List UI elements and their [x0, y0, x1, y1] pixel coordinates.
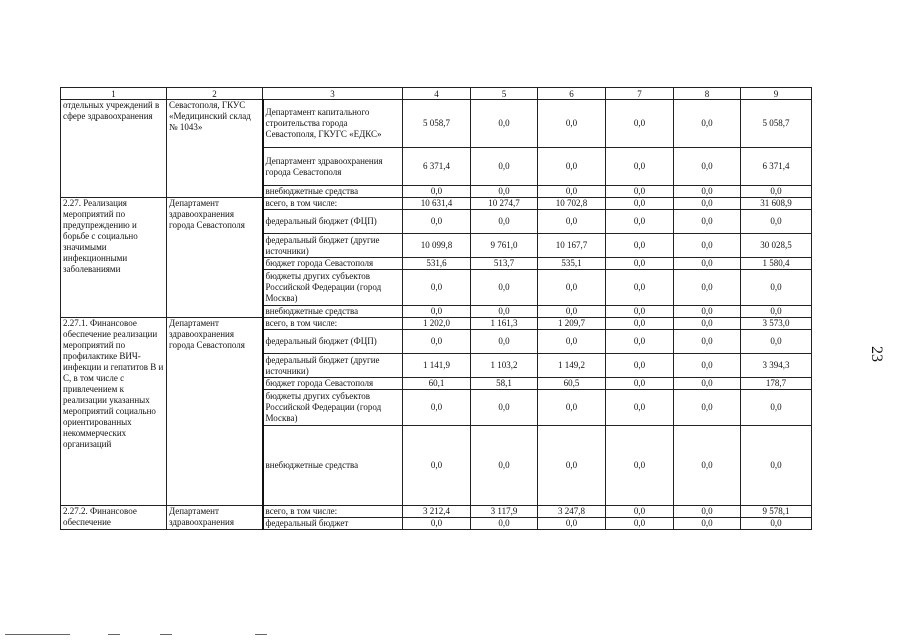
column-header: 2 — [167, 88, 263, 100]
amount-cell: 178,7 — [741, 378, 812, 390]
amount-cell: 60,5 — [538, 378, 606, 390]
amount-cell: 0,0 — [674, 378, 741, 390]
amount-cell: 6 371,4 — [741, 148, 812, 186]
amount-cell: 0,0 — [606, 378, 674, 390]
amount-cell: 0,0 — [674, 354, 741, 378]
table-row — [61, 318, 812, 330]
amount-cell: 10 702,8 — [538, 198, 606, 210]
amount-cell: 0,0 — [674, 258, 741, 270]
amount-cell: 3 247,8 — [538, 506, 606, 518]
amount-cell: 0,0 — [606, 210, 674, 234]
amount-cell: 1 141,9 — [403, 354, 471, 378]
amount-cell: 10 099,8 — [403, 234, 471, 258]
amount-cell: 0,0 — [403, 518, 471, 530]
measure-name-cell: отдельных учреждений в сфере здравоохранения — [61, 100, 167, 198]
amount-cell: 5 058,7 — [403, 100, 471, 148]
amount-cell: 0,0 — [741, 210, 812, 234]
funding-source-cell: федеральный бюджет (ФЦП) — [263, 330, 403, 354]
amount-cell: 0,0 — [471, 186, 538, 198]
column-header: 8 — [674, 88, 741, 100]
amount-cell: 0,0 — [538, 210, 606, 234]
amount-cell: 0,0 — [538, 330, 606, 354]
funding-source-cell: всего, в том числе: — [263, 318, 403, 330]
funding-source-cell: бюджеты других субъектов Российской Федерации (город Москва) — [263, 270, 403, 306]
executor-cell: Департамент здравоохранения города Севастополя — [167, 318, 263, 506]
amount-cell: 513,7 — [471, 258, 538, 270]
measure-name-cell: 2.27. Реализация мероприятий по предупреждению и борьбе с социально значимыми инфекционными заболеваниями — [61, 198, 167, 318]
amount-cell: 0,0 — [606, 234, 674, 258]
amount-cell: 0,0 — [606, 354, 674, 378]
amount-cell: 0,0 — [471, 390, 538, 426]
table-row — [61, 198, 812, 210]
amount-cell: 0,0 — [741, 306, 812, 318]
executor-cell: Департамент здравоохранения — [167, 506, 263, 530]
amount-cell: 0,0 — [674, 318, 741, 330]
funding-source-cell: федеральный бюджет (другие источники) — [263, 234, 403, 258]
amount-cell: 0,0 — [606, 390, 674, 426]
amount-cell: 3 394,3 — [741, 354, 812, 378]
amount-cell: 0,0 — [403, 306, 471, 318]
amount-cell: 6 371,4 — [403, 148, 471, 186]
amount-cell: 0,0 — [403, 426, 471, 506]
amount-cell: 3 117,9 — [471, 506, 538, 518]
amount-cell: 10 274,7 — [471, 198, 538, 210]
funding-source-cell: федеральный бюджет (другие источники) — [263, 354, 403, 378]
amount-cell: 0,0 — [403, 390, 471, 426]
funding-source-cell: федеральный бюджет — [263, 518, 403, 530]
amount-cell: 0,0 — [538, 270, 606, 306]
amount-cell: 0,0 — [674, 100, 741, 148]
amount-cell: 1 103,2 — [471, 354, 538, 378]
amount-cell: 0,0 — [674, 306, 741, 318]
amount-cell: 0,0 — [674, 148, 741, 186]
amount-cell: 1 161,3 — [471, 318, 538, 330]
amount-cell: 0,0 — [606, 148, 674, 186]
amount-cell: 531,6 — [403, 258, 471, 270]
scan-artifact — [5, 634, 70, 635]
amount-cell: 0,0 — [471, 100, 538, 148]
amount-cell: 3 573,0 — [741, 318, 812, 330]
amount-cell: 0,0 — [403, 330, 471, 354]
amount-cell: 9 761,0 — [471, 234, 538, 258]
amount-cell: 1 209,7 — [538, 318, 606, 330]
funding-source-cell: бюджет города Севастополя — [263, 378, 403, 390]
amount-cell: 9 578,1 — [741, 506, 812, 518]
amount-cell: 0,0 — [741, 426, 812, 506]
funding-source-cell: Департамент здравоохранения города Севастополя — [263, 148, 403, 186]
amount-cell: 60,1 — [403, 378, 471, 390]
amount-cell: 0,0 — [741, 270, 812, 306]
funding-source-cell: внебюджетные средства — [263, 186, 403, 198]
amount-cell: 0,0 — [606, 318, 674, 330]
amount-cell: 0,0 — [538, 148, 606, 186]
amount-cell: 0,0 — [606, 330, 674, 354]
amount-cell: 0,0 — [674, 330, 741, 354]
amount-cell: 0,0 — [538, 518, 606, 530]
measure-name-cell: 2.27.1. Финансовое обеспечение реализации мероприятий по профилактике ВИЧ-инфекции и гепатитов В и С, в том числе с привлечением к реализации указанных мероприятий социально ориентированных некоммерческих организаций — [61, 318, 167, 506]
table-row — [61, 100, 812, 148]
funding-source-cell: внебюджетные средства — [263, 426, 403, 506]
amount-cell: 0,0 — [538, 306, 606, 318]
funding-source-cell: бюджеты других субъектов Российской Федерации (город Москва) — [263, 390, 403, 426]
amount-cell: 535,1 — [538, 258, 606, 270]
amount-cell: 3 212,4 — [403, 506, 471, 518]
amount-cell: 0,0 — [606, 426, 674, 506]
scan-artifact — [160, 634, 172, 635]
column-header: 6 — [538, 88, 606, 100]
amount-cell: 0,0 — [674, 198, 741, 210]
amount-cell: 0,0 — [606, 100, 674, 148]
amount-cell: 0,0 — [674, 210, 741, 234]
funding-source-cell: федеральный бюджет (ФЦП) — [263, 210, 403, 234]
column-header: 7 — [606, 88, 674, 100]
amount-cell: 0,0 — [606, 198, 674, 210]
amount-cell: 0,0 — [538, 100, 606, 148]
amount-cell: 0,0 — [606, 518, 674, 530]
amount-cell: 58,1 — [471, 378, 538, 390]
amount-cell: 0,0 — [606, 506, 674, 518]
column-header: 4 — [403, 88, 471, 100]
column-header: 9 — [741, 88, 812, 100]
amount-cell: 0,0 — [538, 186, 606, 198]
column-header: 3 — [263, 88, 403, 100]
funding-source-cell: бюджет города Севастополя — [263, 258, 403, 270]
amount-cell: 10 631,4 — [403, 198, 471, 210]
scan-artifact — [255, 634, 267, 635]
amount-cell: 0,0 — [471, 270, 538, 306]
amount-cell: 0,0 — [471, 426, 538, 506]
header-row — [61, 88, 812, 100]
amount-cell: 0,0 — [403, 186, 471, 198]
amount-cell: 1 149,2 — [538, 354, 606, 378]
amount-cell: 0,0 — [674, 426, 741, 506]
amount-cell: 30 028,5 — [741, 234, 812, 258]
executor-cell: Департамент здравоохранения города Севастополя — [167, 198, 263, 318]
amount-cell: 0,0 — [606, 258, 674, 270]
amount-cell: 0,0 — [674, 234, 741, 258]
table-row — [61, 506, 812, 518]
funding-source-cell: всего, в том числе: — [263, 198, 403, 210]
amount-cell: 0,0 — [606, 306, 674, 318]
funding-source-cell: всего, в том числе: — [263, 506, 403, 518]
amount-cell: 0,0 — [674, 518, 741, 530]
amount-cell: 0,0 — [403, 210, 471, 234]
amount-cell: 10 167,7 — [538, 234, 606, 258]
measure-name-cell: 2.27.2. Финансовое обеспечение — [61, 506, 167, 530]
amount-cell: 0,0 — [606, 186, 674, 198]
amount-cell: 1 580,4 — [741, 258, 812, 270]
executor-cell: Севастополя, ГКУС «Медицинский склад № 1043» — [167, 100, 263, 198]
amount-cell: 0,0 — [741, 186, 812, 198]
amount-cell: 0,0 — [741, 330, 812, 354]
amount-cell: 0,0 — [471, 306, 538, 318]
amount-cell: 5 058,7 — [741, 100, 812, 148]
amount-cell: 1 202,0 — [403, 318, 471, 330]
amount-cell: 0,0 — [606, 270, 674, 306]
amount-cell: 0,0 — [471, 210, 538, 234]
amount-cell: 0,0 — [471, 330, 538, 354]
amount-cell: 0,0 — [741, 518, 812, 530]
scan-artifact — [108, 634, 120, 635]
column-header: 1 — [61, 88, 167, 100]
amount-cell: 0,0 — [538, 390, 606, 426]
amount-cell: 0,0 — [538, 426, 606, 506]
amount-cell: 0,0 — [471, 518, 538, 530]
amount-cell: 31 608,9 — [741, 198, 812, 210]
funding-source-cell: внебюджетные средства — [263, 306, 403, 318]
amount-cell: 0,0 — [674, 390, 741, 426]
page-number: 23 — [868, 346, 885, 362]
funding-source-cell: Департамент капитального строительства города Севастополя, ГКУГС «ЕДКС» — [263, 100, 403, 148]
amount-cell: 0,0 — [674, 186, 741, 198]
amount-cell: 0,0 — [403, 270, 471, 306]
amount-cell: 0,0 — [471, 148, 538, 186]
amount-cell: 0,0 — [674, 506, 741, 518]
column-header: 5 — [471, 88, 538, 100]
budget-table — [60, 87, 812, 530]
amount-cell: 0,0 — [674, 270, 741, 306]
amount-cell: 0,0 — [741, 390, 812, 426]
